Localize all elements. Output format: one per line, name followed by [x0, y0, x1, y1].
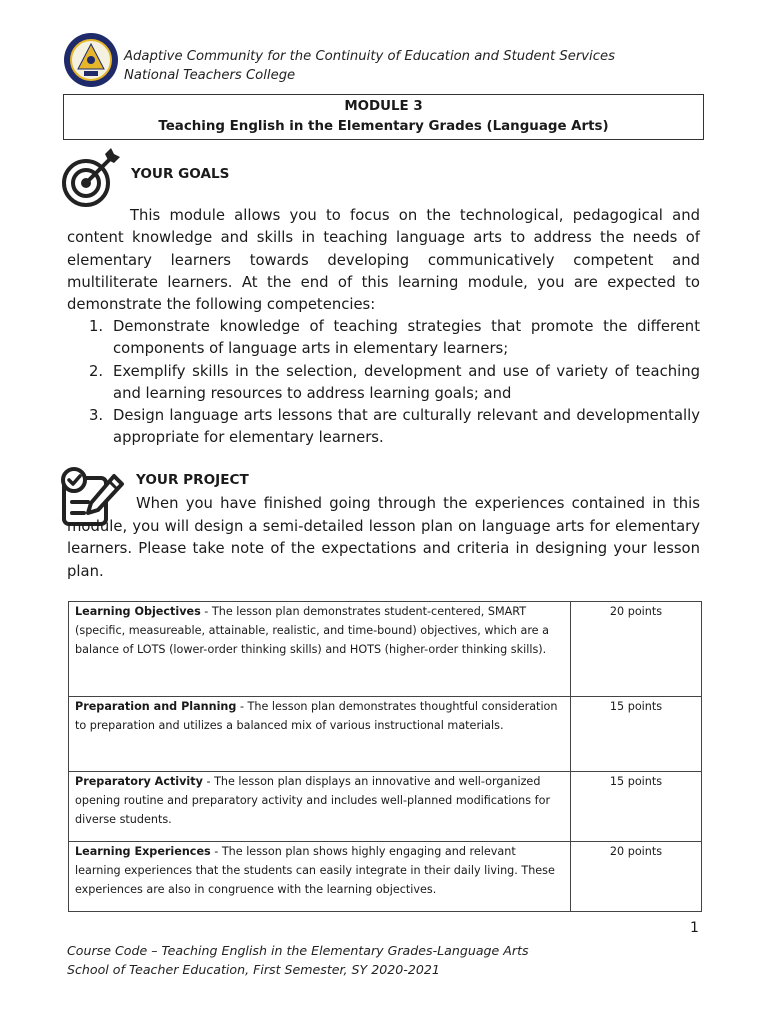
header-line2: National Teachers College	[124, 68, 296, 83]
list-item-number: 2.	[89, 362, 104, 380]
rubric-points: 20 points	[571, 842, 702, 912]
rubric-table	[68, 601, 702, 912]
document-footer	[67, 941, 529, 979]
header-text	[124, 47, 615, 85]
list-item-text: Demonstrate knowledge of teaching strategies that promote the different components of language arts in elementary learners;	[113, 318, 700, 358]
goals-intro: This module allows you to focus on the technological, pedagogical and content knowledge and skills in teaching language arts to address the needs of elementary learners towards developing communicatively competent and multiliterate learners. At the end of this learning module, you are expected to demonstrate the following competencies:	[67, 207, 700, 314]
rubric-description: - The lesson plan demonstrates thoughtful consideration to preparation and utilizes a balanced mix of various instructional materials.	[75, 700, 558, 732]
rubric-description-cell	[69, 772, 571, 842]
list-item-number: 3.	[89, 407, 104, 425]
rubric-description-cell	[69, 602, 571, 697]
list-item-text: Design language arts lessons that are culturally relevant and developmentally appropriate for elementary learners.	[113, 407, 700, 447]
footer-line1: Course Code – Teaching English in the Elementary Grades-Language Arts	[67, 943, 529, 958]
rubric-description: - The lesson plan shows highly engaging and relevant learning experiences that the students can easily integrate in their daily living. These experiences are also in congruence with the learning objectives.	[75, 845, 555, 896]
module-title-box	[63, 94, 704, 140]
table-row	[69, 842, 702, 912]
table-row	[69, 602, 702, 697]
list-item-number: 1.	[89, 318, 104, 335]
college-seal-icon	[63, 32, 119, 88]
rubric-description: - The lesson plan demonstrates student-centered, SMART (specific, measureable, attainable, realistic, and time-bound) objectives, which are a balance of LOTS (lower-order thinking skills) and HOTS (higher-order thinking skills).	[75, 605, 549, 656]
page-number: 1	[690, 920, 699, 936]
rubric-points: 15 points	[571, 697, 702, 772]
goals-title: YOUR GOALS	[131, 166, 230, 182]
rubric-description-cell	[69, 697, 571, 772]
module-number: MODULE 3	[344, 99, 423, 114]
competency-list	[67, 316, 700, 450]
table-row	[69, 772, 702, 842]
rubric-criterion: Learning Experiences	[75, 845, 211, 858]
rubric-criterion: Learning Objectives	[75, 605, 201, 618]
project-title: YOUR PROJECT	[136, 472, 249, 488]
list-item	[67, 361, 700, 406]
table-row	[69, 697, 702, 772]
rubric-description-cell	[69, 842, 571, 912]
module-title: Teaching English in the Elementary Grades (Language Arts)	[158, 119, 609, 134]
rubric-description: - The lesson plan displays an innovative and well-organized opening routine and preparatory activity and includes well-planned modifications for diverse students.	[75, 775, 551, 826]
document-header	[63, 30, 713, 90]
list-item	[67, 405, 700, 450]
list-item-text: Exemplify skills in the selection, development and use of variety of teaching and learning resources to address learning goals; and	[113, 362, 700, 402]
rubric-criterion: Preparatory Activity	[75, 775, 203, 788]
rubric-criterion: Preparation and Planning	[75, 700, 237, 713]
target-icon	[58, 146, 122, 210]
rubric-points: 15 points	[571, 772, 702, 842]
project-text: module, you will design a semi-detailed lesson plan on language arts for elementary learners. Please take note of the expectations and criteria in designing your lesson plan.	[67, 518, 700, 580]
rubric-points: 20 points	[571, 602, 702, 697]
footer-line2: School of Teacher Education, First Semester, SY 2020-2021	[67, 962, 440, 977]
list-item	[67, 316, 700, 361]
project-text-line1: When you have finished going through the experiences contained in this	[136, 495, 700, 512]
header-line1: Adaptive Community for the Continuity of Education and Student Services	[124, 49, 615, 64]
